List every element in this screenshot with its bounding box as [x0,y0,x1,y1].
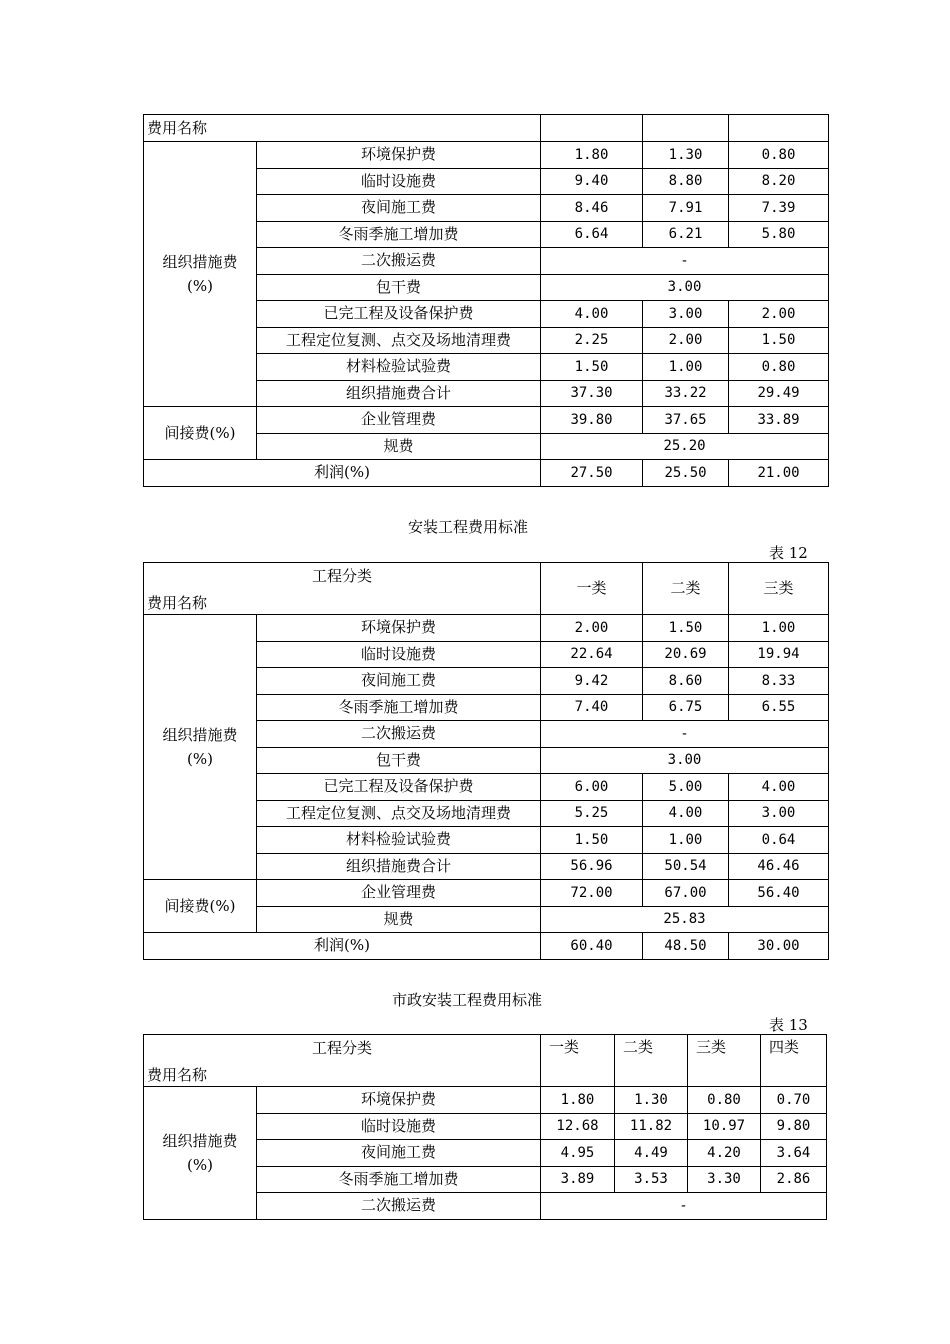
cell-value: 9.80 [761,1113,827,1140]
cell-value: 2.25 [541,327,643,354]
cell-value: 29.49 [729,380,829,407]
cell-value: 8.20 [729,168,829,195]
cell-value: 0.80 [729,142,829,169]
cell-value: 30.00 [729,933,829,960]
table-row [144,142,829,169]
row-label: 夜间施工费 [257,195,541,222]
cell-value: 0.70 [761,1087,827,1114]
column-header: 二类 [615,1035,688,1087]
category-label: 工程分类 [311,1039,372,1057]
cell-value: 1.50 [541,827,643,854]
cell-value: 4.49 [615,1140,688,1167]
cell-value: 33.22 [643,380,729,407]
category-label: 工程分类 [311,567,372,585]
cell-value: 3.00 [729,800,829,827]
column-header: 一类 [541,563,643,615]
column-header: 四类 [761,1035,827,1087]
cell-value: 5.80 [729,221,829,248]
row-label: 工程定位复测、点交及场地清理费 [257,800,541,827]
cell-value: 12.68 [541,1113,615,1140]
cell-value: 0.80 [729,354,829,381]
cell-value: 3.00 [643,301,729,328]
column-header: 三类 [688,1035,761,1087]
cell-value: 5.00 [643,774,729,801]
table-number: 表 13 [769,1016,808,1034]
table-number: 表 12 [769,544,808,562]
cell-value: 67.00 [643,880,729,907]
cell-value: 4.00 [729,774,829,801]
row-label: 利润(%) [144,933,541,960]
row-label: 规费 [257,906,541,933]
cell-value: 8.33 [729,668,829,695]
row-label: 组织措施费合计 [257,853,541,880]
cell-value: 60.40 [541,933,643,960]
column-header: 一类 [541,1035,615,1087]
fee-name-header: 费用名称 [147,1066,208,1084]
cell-value: 7.39 [729,195,829,222]
row-label: 环境保护费 [257,142,541,169]
cell-value: 33.89 [729,407,829,434]
column-header: 二类 [643,563,729,615]
merged-cell-value: - [541,248,829,275]
table-row [144,407,829,434]
group-indirect-fees: 间接费(%) [144,880,257,933]
group-indirect-fees: 间接费(%) [144,407,257,460]
group-organization-measures: 组织措施费 (%) [144,1087,257,1220]
cell-value: 37.65 [643,407,729,434]
row-label: 包干费 [257,747,541,774]
row-label: 工程定位复测、点交及场地清理费 [257,327,541,354]
cell-value: 1.80 [541,142,643,169]
cell-value: 72.00 [541,880,643,907]
cell-value: 0.80 [688,1087,761,1114]
cell-value: 1.30 [643,142,729,169]
cell-value: 7.40 [541,694,643,721]
cell-value: 6.64 [541,221,643,248]
merged-cell-value: - [541,721,829,748]
cell-value: 3.89 [541,1166,615,1193]
cell-value: 4.95 [541,1140,615,1167]
cell-value: 25.50 [643,460,729,487]
cell-value: 8.60 [643,668,729,695]
row-label: 材料检验试验费 [257,827,541,854]
cell-value: 4.00 [541,301,643,328]
cell-value: 20.69 [643,641,729,668]
cell-value: 56.40 [729,880,829,907]
merged-cell-value: 3.00 [541,274,829,301]
table-row [144,615,829,642]
cell-value: 48.50 [643,933,729,960]
row-label: 夜间施工费 [257,1140,541,1167]
fee-name-header: 费用名称 [147,594,208,612]
cell-value: 37.30 [541,380,643,407]
cell-value: 2.86 [761,1166,827,1193]
cell-value: 1.80 [541,1087,615,1114]
table-row [144,880,829,907]
cell-value: 3.64 [761,1140,827,1167]
row-label: 已完工程及设备保护费 [257,301,541,328]
row-label: 冬雨季施工增加费 [257,694,541,721]
cell-value: 50.54 [643,853,729,880]
cell-value: 10.97 [688,1113,761,1140]
fee-table-13 [143,1034,827,1220]
cell-value: 19.94 [729,641,829,668]
cell-value: 1.00 [729,615,829,642]
cell-value: 1.30 [615,1087,688,1114]
row-label: 二次搬运费 [257,721,541,748]
cell-value: 5.25 [541,800,643,827]
cell-value: 8.80 [643,168,729,195]
cell-value: 46.46 [729,853,829,880]
cell-value: 4.00 [643,800,729,827]
merged-cell-value: 25.83 [541,906,829,933]
row-label: 企业管理费 [257,407,541,434]
column-header-empty [729,115,829,142]
row-label: 企业管理费 [257,880,541,907]
fee-name-header: 费用名称 [144,115,541,142]
row-label: 包干费 [257,274,541,301]
cell-value: 39.80 [541,407,643,434]
merged-cell-value: - [541,1193,827,1220]
cell-value: 1.50 [643,615,729,642]
row-label: 冬雨季施工增加费 [257,1166,541,1193]
cell-value: 8.46 [541,195,643,222]
cell-value: 2.00 [729,301,829,328]
cell-value: 1.50 [541,354,643,381]
row-label: 二次搬运费 [257,248,541,275]
cell-value: 6.55 [729,694,829,721]
cell-value: 22.64 [541,641,643,668]
row-label: 冬雨季施工增加费 [257,221,541,248]
cell-value: 21.00 [729,460,829,487]
table-header-row [144,115,829,142]
profit-row [144,460,829,487]
cell-value: 4.20 [688,1140,761,1167]
column-header-empty [643,115,729,142]
row-label: 临时设施费 [257,641,541,668]
column-header-empty [541,115,643,142]
table-row [144,1087,827,1114]
row-label: 组织措施费合计 [257,380,541,407]
row-label: 二次搬运费 [257,1193,541,1220]
table-title: 安装工程费用标准 [408,518,529,536]
row-label: 环境保护费 [257,615,541,642]
row-label: 利润(%) [144,460,541,487]
cell-value: 27.50 [541,460,643,487]
row-label: 规费 [257,433,541,460]
profit-row [144,933,829,960]
cell-value: 0.64 [729,827,829,854]
cell-value: 6.00 [541,774,643,801]
fee-table-12 [143,562,829,960]
table-title: 市政安装工程费用标准 [392,991,543,1009]
fee-table-11-continued [143,114,829,487]
header-corner-cell [144,1035,541,1087]
row-label: 临时设施费 [257,168,541,195]
column-header: 三类 [729,563,829,615]
cell-value: 2.00 [643,327,729,354]
cell-value: 11.82 [615,1113,688,1140]
merged-cell-value: 25.20 [541,433,829,460]
cell-value: 9.40 [541,168,643,195]
row-label: 夜间施工费 [257,668,541,695]
cell-value: 7.91 [643,195,729,222]
row-label: 已完工程及设备保护费 [257,774,541,801]
cell-value: 3.53 [615,1166,688,1193]
row-label: 环境保护费 [257,1087,541,1114]
cell-value: 3.30 [688,1166,761,1193]
group-organization-measures: 组织措施费 (%) [144,615,257,880]
group-organization-measures: 组织措施费 (%) [144,142,257,407]
merged-cell-value: 3.00 [541,747,829,774]
cell-value: 9.42 [541,668,643,695]
cell-value: 1.50 [729,327,829,354]
cell-value: 1.00 [643,354,729,381]
header-corner-cell [144,563,541,615]
cell-value: 1.00 [643,827,729,854]
table-header-row [144,563,829,615]
cell-value: 6.21 [643,221,729,248]
row-label: 材料检验试验费 [257,354,541,381]
table-header-row [144,1035,827,1087]
cell-value: 6.75 [643,694,729,721]
cell-value: 2.00 [541,615,643,642]
cell-value: 56.96 [541,853,643,880]
row-label: 临时设施费 [257,1113,541,1140]
